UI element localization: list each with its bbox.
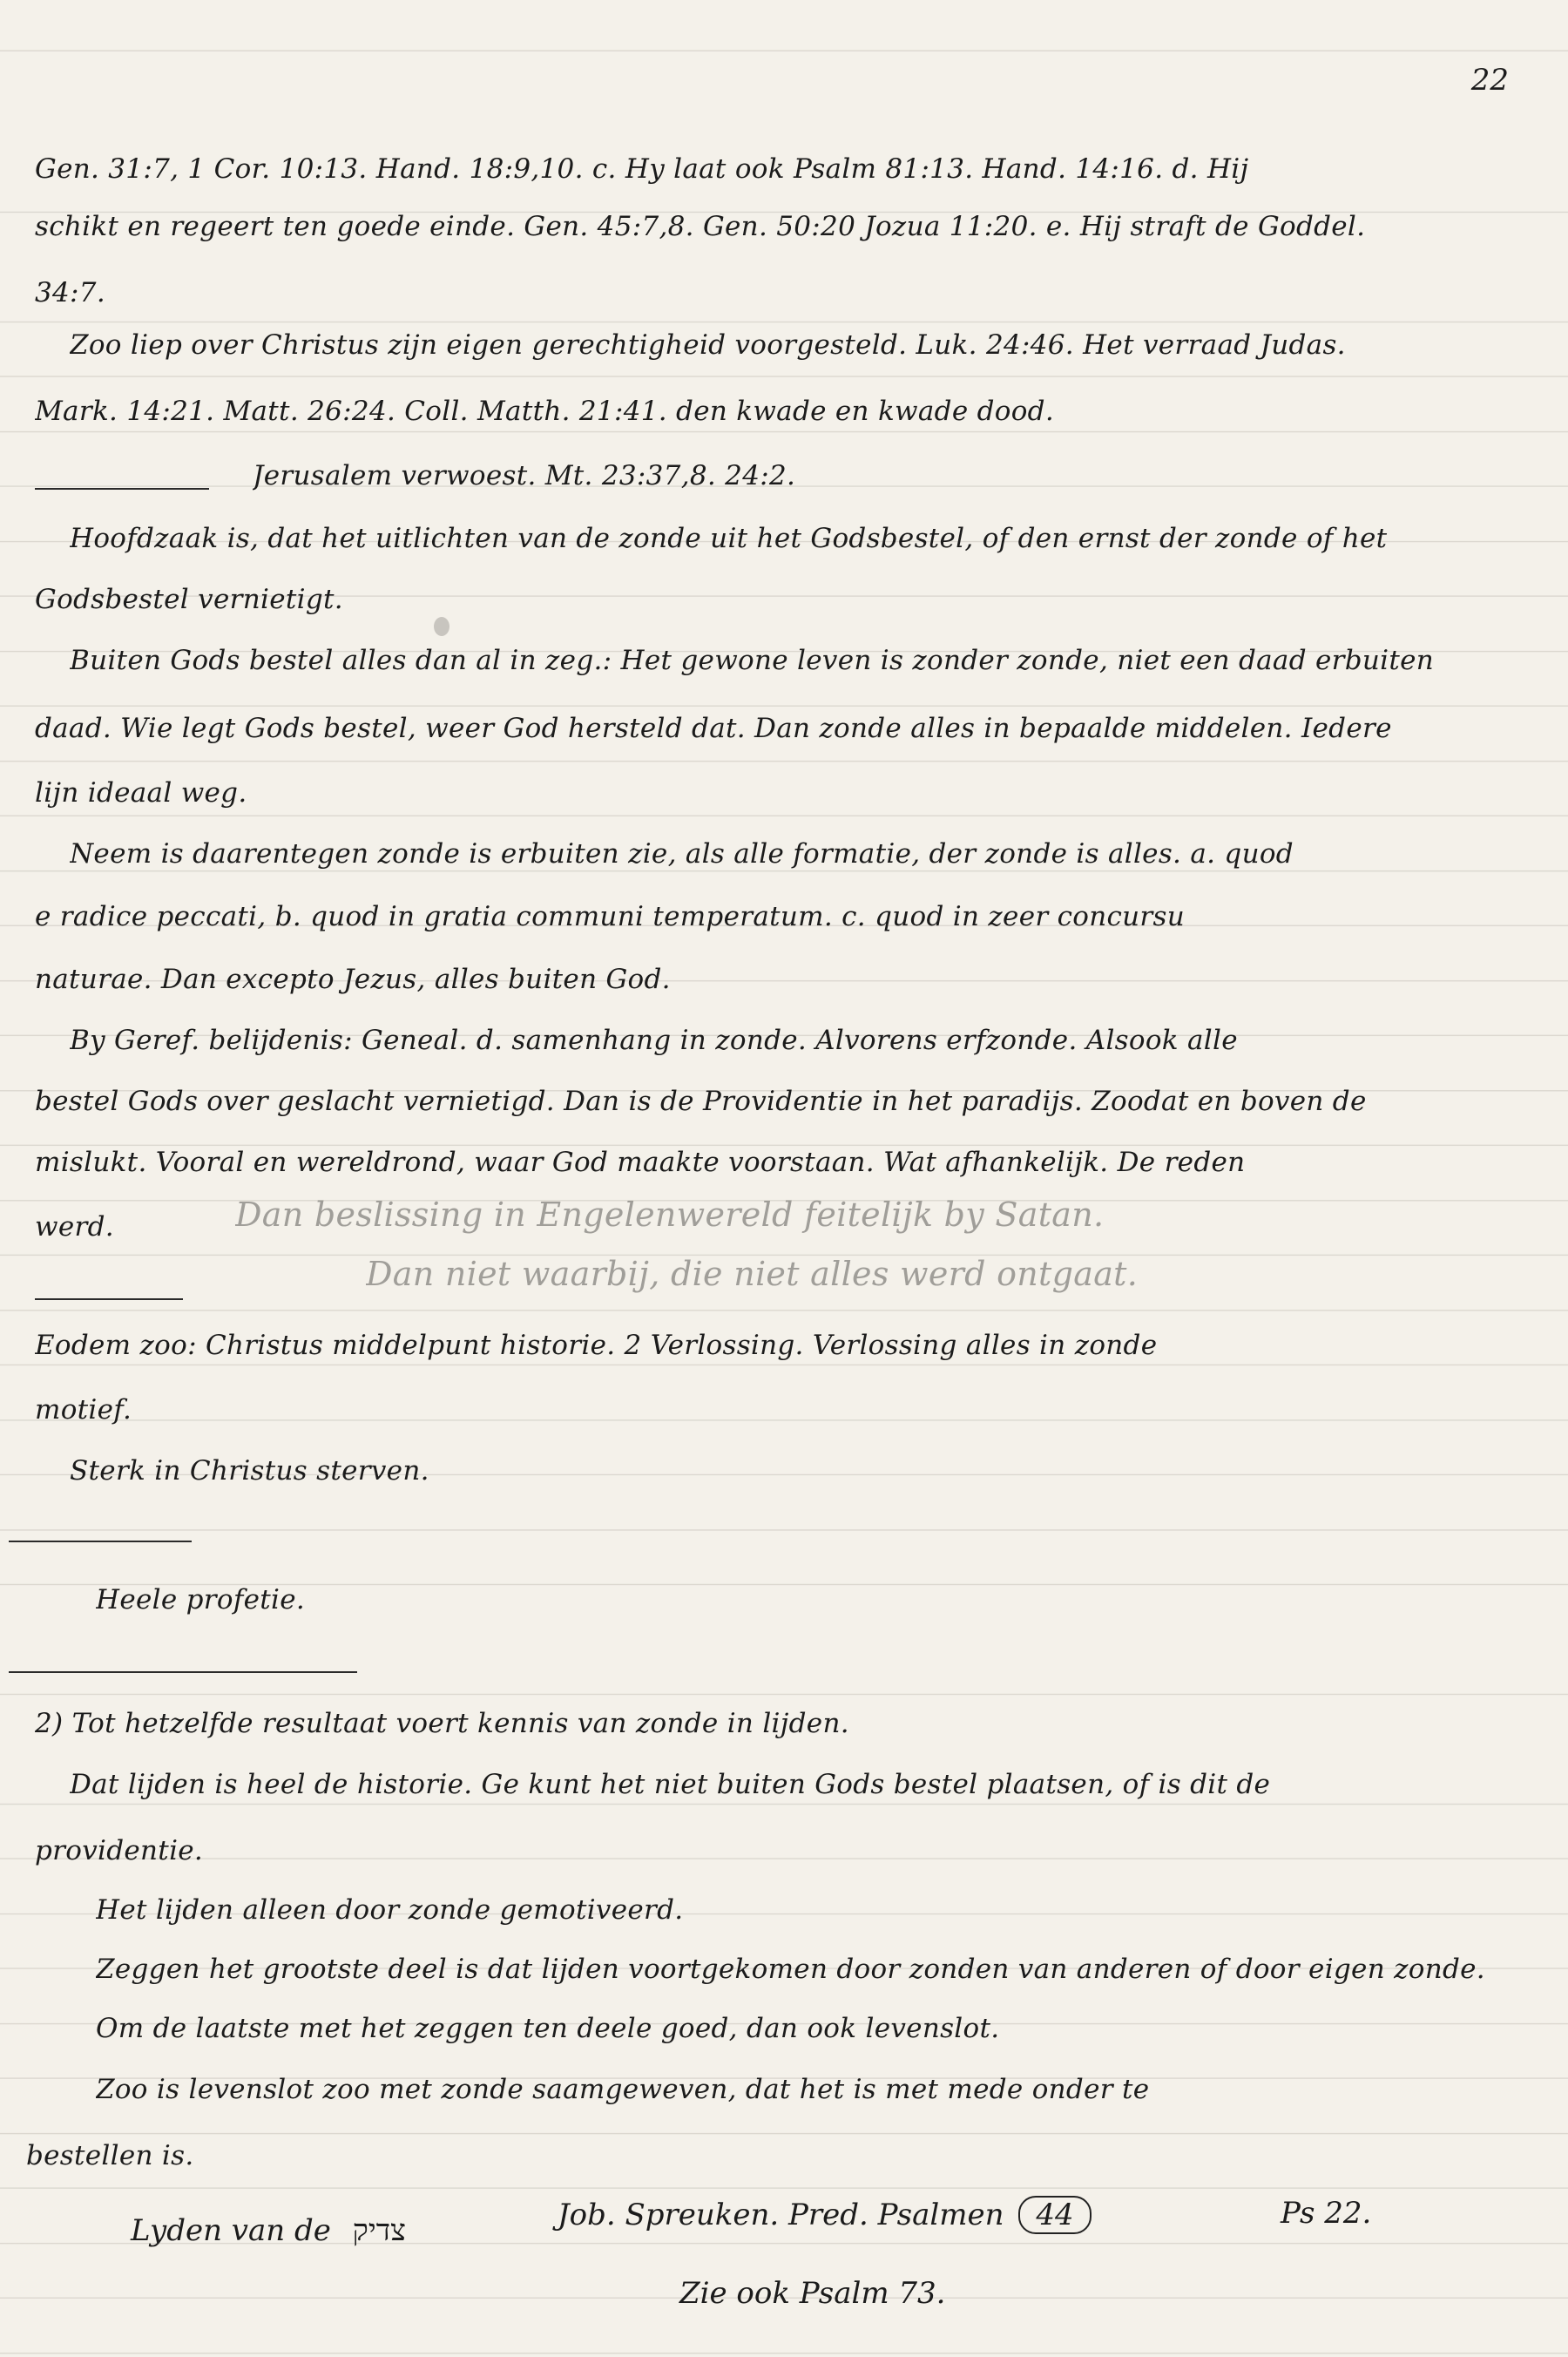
footer-psalm-ref <box>1281 2196 1371 2231</box>
reference-books: Job. Spreuken. Pred. Psalmen <box>558 2198 1004 2232</box>
text-line-27: Het lijden alleen door zonde gemotiveerd. <box>96 1894 684 1926</box>
page-number: 22 <box>1470 63 1509 98</box>
text-line-9: Buiten Gods bestel alles dan al in zeg.: Het gewone leven is zonder zonde, niet een daad erbuiten <box>70 645 1435 676</box>
text-line-29: Om de laatste met het zeggen ten deele goed, dan ook levenslot. <box>96 2013 1000 2044</box>
text-line-10: daad. Wie legt Gods bestel, weer God hersteld dat. Dan zonde alles in bepaalde middelen. Iedere <box>35 713 1392 744</box>
see-psalm-73: Zie ook Psalm 73. <box>679 2276 946 2311</box>
text-line-3: 34:7. <box>35 277 105 308</box>
text-line-30: Zoo is levenslot zoo met zonde saamgeweven, dat het is met mede onder te <box>96 2074 1150 2105</box>
text-line-19a-faint: Dan beslissing in Engelenwereld feitelijk by Satan. <box>235 1195 1105 1234</box>
text-line-7: Hoofdzaak is, dat het uitlichten van de zonde uit het Godsbestel, of den ernst der zonde of het <box>70 523 1388 554</box>
text-line-11: lijn ideaal weg. <box>35 777 247 809</box>
text-line-24: 2) Tot hetzelfde resultaat voert kennis van zonde in lijden. <box>35 1708 849 1739</box>
text-line-21: motief. <box>35 1394 132 1426</box>
text-line-4: Zoo liep over Christus zijn eigen gerechtigheid voorgesteld. Luk. 24:46. Het verraad Judas. <box>70 329 1346 361</box>
text-line-28: Zeggen het grootste deel is dat lijden voortgekomen door zonden van anderen of door eigen zonde. <box>96 1954 1485 1985</box>
footer-references <box>558 2196 1092 2234</box>
text-line-23: Heele profetie. <box>96 1584 306 1615</box>
text-line-19b-faint: Dan niet waarbij, die niet alles werd ontgaat. <box>366 1255 1139 1293</box>
section-rule-long <box>9 1671 357 1673</box>
section-dash-left <box>35 488 209 490</box>
boxed-number: 44 <box>1018 2196 1091 2234</box>
psalm-22-ref: Ps 22. <box>1281 2196 1372 2231</box>
text-line-6: Jerusalem verwoest. Mt. 23:37,8. 24:2. <box>253 460 796 491</box>
text-line-17: mislukt. Vooral en wereldrond, waar God maakte voorstaan. Wat afhankelijk. De reden <box>35 1147 1246 1178</box>
text-line-25: Dat lijden is heel de historie. Ge kunt het niet buiten Gods bestel plaatsen, of is dit de <box>70 1769 1271 1800</box>
text-line-20: Eodem zoo: Christus middelpunt historie. 2 Verlossing. Verlossing alles in zonde <box>35 1330 1158 1361</box>
text-line-12: Neem is daarentegen zonde is erbuiten zie, als alle formatie, der zonde is alles. a. quod <box>70 838 1294 870</box>
text-line-15: By Geref. belijdenis: Geneal. d. samenhang in zonde. Alvorens erfzonde. Alsook alle <box>70 1025 1238 1056</box>
text-line-22: Sterk in Christus sterven. <box>70 1455 429 1487</box>
lijden-text: Lyden van de <box>131 2213 331 2248</box>
text-line-13: e radice peccati, b. quod in gratia communi temperatum. c. quod in zeer concursu <box>35 901 1186 932</box>
text-line-31: bestellen is. <box>26 2140 194 2171</box>
footer-see-also <box>679 2276 945 2311</box>
section-rule-heele <box>9 1541 192 1542</box>
text-line-2: schikt en regeert ten goede einde. Gen. 45:7,8. Gen. 50:20 Jozua 11:20. e. Hij straft de Goddel. <box>35 211 1366 242</box>
footer-lijden-label <box>131 2213 406 2248</box>
text-line-1: Gen. 31:7, 1 Cor. 10:13. Hand. 18:9,10. c. Hy laat ook Psalm 81:13. Hand. 14:16. d. Hij <box>35 153 1249 185</box>
text-line-8: Godsbestel vernietigt. <box>35 584 343 615</box>
text-line-26: providentie. <box>35 1835 204 1866</box>
text-line-16: bestel Gods over geslacht vernietigd. Dan is de Providentie in het paradijs. Zoodat en boven de <box>35 1086 1367 1117</box>
section-dash-mid <box>35 1298 183 1300</box>
hebrew-word: צדיק <box>352 2213 406 2248</box>
text-line-5: Mark. 14:21. Matt. 26:24. Coll. Matth. 21:41. den kwade en kwade dood. <box>35 396 1054 427</box>
text-line-14: naturae. Dan excepto Jezus, alles buiten God. <box>35 964 671 995</box>
ink-blot <box>434 617 449 636</box>
text-line-18: werd. <box>35 1211 114 1243</box>
